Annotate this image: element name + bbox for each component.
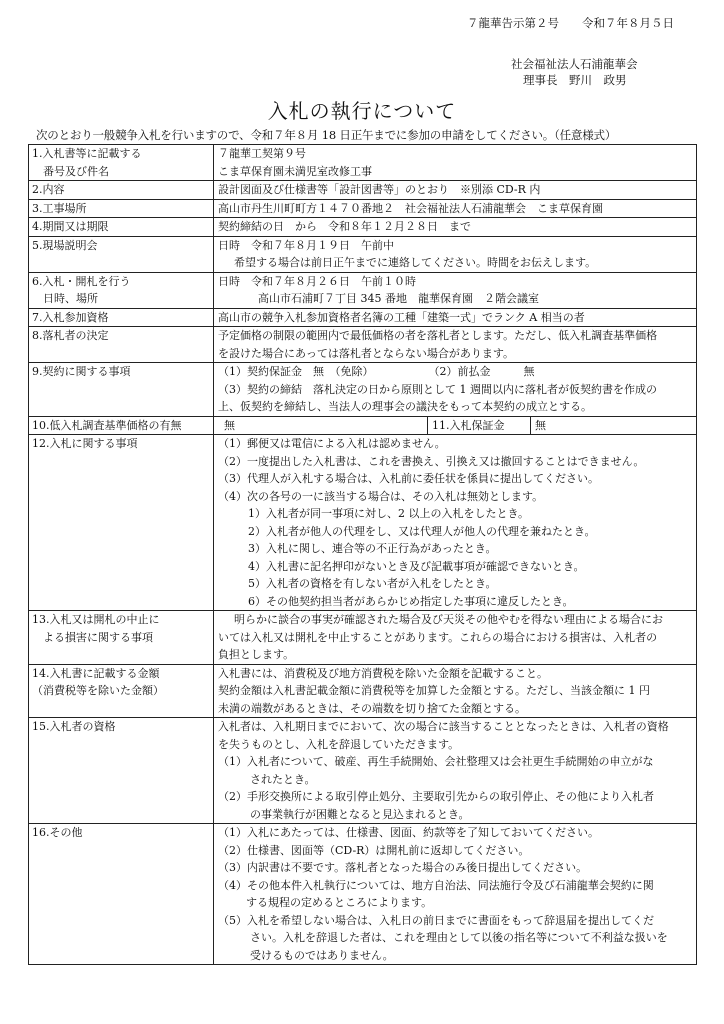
value-line: 契約金額は入札書記載金額に消費税等を加算した金額とする。ただし、当該金額に 1 円 — [218, 684, 650, 697]
row-label — [29, 611, 214, 665]
label-line: 12.入札に関する事項 — [32, 437, 138, 450]
row-award-decision — [29, 327, 697, 363]
value-line: 予定価格の制限の範囲内で最低価格の者を落札者とします。ただし、低入札調査基準価格 — [218, 329, 658, 342]
row-eligibility — [29, 308, 697, 327]
row-label — [29, 664, 214, 718]
value-line: 日時 令和７年８月２６日 午前１０時 — [218, 274, 416, 288]
item-line: 受けるものではありません。 — [250, 948, 394, 962]
item-line: （1）入札にあたっては、仕様書、図面、約款等を了知しておいてください。 — [218, 826, 599, 839]
label-line: 2.内容 — [32, 183, 65, 196]
row-site-briefing — [29, 236, 697, 272]
label-line: 16.その他 — [32, 826, 83, 839]
value-line: 入札者は、入札期日までにおいて、次の場合に該当することとなったときは、入札者の資格 — [218, 720, 669, 733]
row-low-bid-and-deposit — [29, 416, 697, 435]
row-label — [29, 308, 214, 327]
value-line: ７龍華工契第９号 — [218, 147, 306, 160]
label-line: 15.入札者の資格 — [32, 720, 116, 733]
item-line: （5）入札を希望しない場合は、入札日の前日までに書面をもって辞退届を提出してくだ — [218, 913, 654, 927]
label-line: 8.落札者の決定 — [32, 329, 109, 342]
row-other — [29, 824, 697, 965]
row-value — [214, 308, 697, 327]
value-line: 日時 令和７年８月１９日 午前中 — [218, 238, 394, 252]
organization-name: 社会福祉法人石浦龍華会 — [511, 57, 638, 71]
label-line: 7.入札参加資格 — [32, 310, 109, 324]
row-label — [29, 181, 214, 200]
item-line: （1）入札者について、破産、再生手続開始、会社整理又は会社更生手続開始の申立がな — [218, 755, 654, 768]
value-line: 無 — [535, 418, 546, 432]
label-line: 13.入札又は開札の中止に — [32, 613, 160, 626]
row-value — [214, 145, 697, 181]
sub-item: 2）入札者が他人の代理をし、又は代理人が他人の代理を兼ねたとき。 — [248, 524, 596, 538]
label-line: 番号及び件名 — [32, 164, 109, 178]
value-line: を失うものとし、入札を辞退していただきます。 — [218, 737, 460, 751]
row-bid-amount — [29, 664, 697, 718]
sub-item: 5）入札者の資格を有しない者が入札をしたとき。 — [248, 577, 497, 590]
row-bidder-qualification — [29, 718, 697, 824]
row-value — [214, 199, 697, 218]
label-line: 日時、場所 — [32, 292, 98, 305]
row-label — [29, 435, 214, 611]
row-value — [214, 611, 697, 665]
item-line: されたとき。 — [250, 772, 316, 786]
row-value — [214, 718, 697, 824]
sub-item: 1）入札者が同一事項に対し、2 以上の入札をしたとき。 — [248, 507, 530, 520]
value-line: 高山市の競争入札参加資格者名簿の工種「建築一式」でランク A 相当の者 — [218, 310, 585, 324]
label-line: 3.工事場所 — [32, 201, 87, 215]
row-value — [214, 327, 697, 363]
row-value — [214, 236, 697, 272]
value-line: （4）次の各号の一に該当する場合は、その入札は無効とします。 — [218, 489, 544, 503]
sub-item: 3）入札に関し、連合等の不正行為があったとき。 — [248, 542, 497, 555]
value-line: （3）契約の締結 落札決定の日から原則として 1 週間以内に落札者が仮契約書を作成の — [218, 382, 657, 396]
row-label — [29, 718, 214, 824]
value-line: こま草保育園未満児室改修工事 — [218, 164, 372, 178]
row-value — [214, 435, 697, 611]
item-line: （2）手形交換所による取引停止処分、主要取引先からの取引停止、その他により入札者 — [218, 790, 654, 803]
value-line: 入札書には、消費税及び地方消費税を除いた金額を記載すること。 — [218, 666, 548, 680]
label-line: 10.低入札調査基準価格の有無 — [32, 418, 182, 432]
row-label — [29, 327, 214, 363]
label-line: よる損害に関する事項 — [32, 630, 153, 644]
value-line: 高山市丹生川町町方１４７０番地２ 社会福祉法人石浦龍華会 こま草保育園 — [218, 201, 603, 215]
label-line: 9.契約に関する事項 — [32, 365, 131, 378]
row-value — [214, 363, 697, 417]
item-line: する規程の定めるところによります。 — [246, 896, 433, 909]
row-label — [29, 363, 214, 417]
value-line: 上、仮契約を締結し、当法人の理事会の議決をもって本契約の成立とする。 — [218, 400, 592, 413]
row-value — [214, 664, 697, 718]
label-line: 1.入札書等に記載する — [32, 147, 142, 160]
row-label — [29, 199, 214, 218]
chairman-name: 理事長 野川 政男 — [523, 73, 627, 87]
low-bid-value — [214, 416, 428, 435]
label-line: 5.現場説明会 — [32, 238, 98, 252]
label-line: （消費税等を除いた金額） — [32, 684, 164, 697]
row-label — [29, 416, 214, 435]
notice-number-date: ７龍華告示第２号 令和７年８月５日 — [467, 16, 674, 30]
item-line: （4）その他本件入札執行については、地方自治法、同法施行令及び石浦龍華会契約に関 — [218, 878, 654, 892]
row-content — [29, 181, 697, 200]
value-line: 負担とします。 — [218, 648, 295, 661]
item-line: さい。入札を辞退した者は、これを理由として以後の指名等について不利益な扱いを — [250, 931, 668, 944]
row-bid-matters — [29, 435, 697, 611]
value-line: （3）代理人が入札する場合は、入札前に委任状を係員に提出してください。 — [218, 472, 599, 485]
label-line: 4.期間又は期限 — [32, 220, 109, 233]
value-line: いては入札又は開札を中止することがあります。これらの場合における損害は、入札者の — [218, 630, 658, 644]
value-line: 未満の端数があるときは、その端数を切り捨てた金額とする。 — [218, 701, 526, 715]
row-label — [29, 218, 214, 237]
value-line: （1）郵便又は電信による入札は認めません。 — [218, 437, 446, 450]
value-line: 明らかに談合の事実が確認された場合及び天災その他やむを得ない理由による場合にお — [234, 613, 663, 626]
row-contract — [29, 363, 697, 417]
row-value — [214, 181, 697, 200]
value-line: 設計図面及び仕様書等「設計図書等」のとおり ※別添 CD-R 内 — [218, 183, 541, 196]
row-value — [214, 218, 697, 237]
row-cancellation-damages — [29, 611, 697, 665]
row-location — [29, 199, 697, 218]
page-title: 入札の執行について — [267, 99, 457, 123]
sub-item: 6）その他契約担当者があらかじめ指定した事項に違反したとき。 — [248, 594, 574, 608]
value-line: 無 — [224, 418, 235, 432]
item-line: （3）内訳書は不要です。落札者となった場合のみ後日提出してください。 — [218, 861, 588, 874]
deposit-label — [428, 416, 531, 435]
value-line: を設けた場合にあっては落札者とならない場合があります。 — [218, 346, 515, 360]
row-subject — [29, 145, 697, 181]
value-line: （2）一度提出した入札書は、これを書換え、引換え又は撤回することはできません。 — [218, 454, 645, 468]
row-period — [29, 218, 697, 237]
row-bid-opening — [29, 272, 697, 308]
sub-item: 4）入札書に記名押印がないとき及び記載事項が確認できないとき。 — [248, 559, 585, 573]
row-label — [29, 145, 214, 181]
row-label — [29, 272, 214, 308]
deposit-value — [531, 416, 697, 435]
item-line: の事業執行が困難となると見込まれるとき。 — [250, 807, 470, 821]
label-line: 6.入札・開札を行う — [32, 274, 131, 288]
intro-text: 次のとおり一般競争入札を行いますので、令和７年８月 18 日正午までに参加の申請をしてください。（任意様式） — [36, 128, 617, 142]
value-line: 希望する場合は前日正午までに連絡してください。時間をお伝えします。 — [234, 256, 597, 269]
row-value — [214, 824, 697, 965]
value-line: （1）契約保証金 無 （免除） （2）前払金 無 — [218, 365, 535, 378]
row-label — [29, 236, 214, 272]
value-line: 契約締結の日 から 令和８年１２月２８日 まで — [218, 220, 471, 233]
row-value — [214, 272, 697, 308]
item-line: （2）仕様書、図面等（CD-R）は開札前に返却してください。 — [218, 843, 530, 857]
bid-details-table — [28, 144, 697, 965]
value-line: 高山市石浦町７丁目 345 番地 龍華保育園 ２階会議室 — [258, 292, 539, 305]
label-line: 11.入札保証金 — [432, 418, 505, 432]
label-line: 14.入札書に記載する金額 — [32, 666, 160, 680]
row-label — [29, 824, 214, 965]
